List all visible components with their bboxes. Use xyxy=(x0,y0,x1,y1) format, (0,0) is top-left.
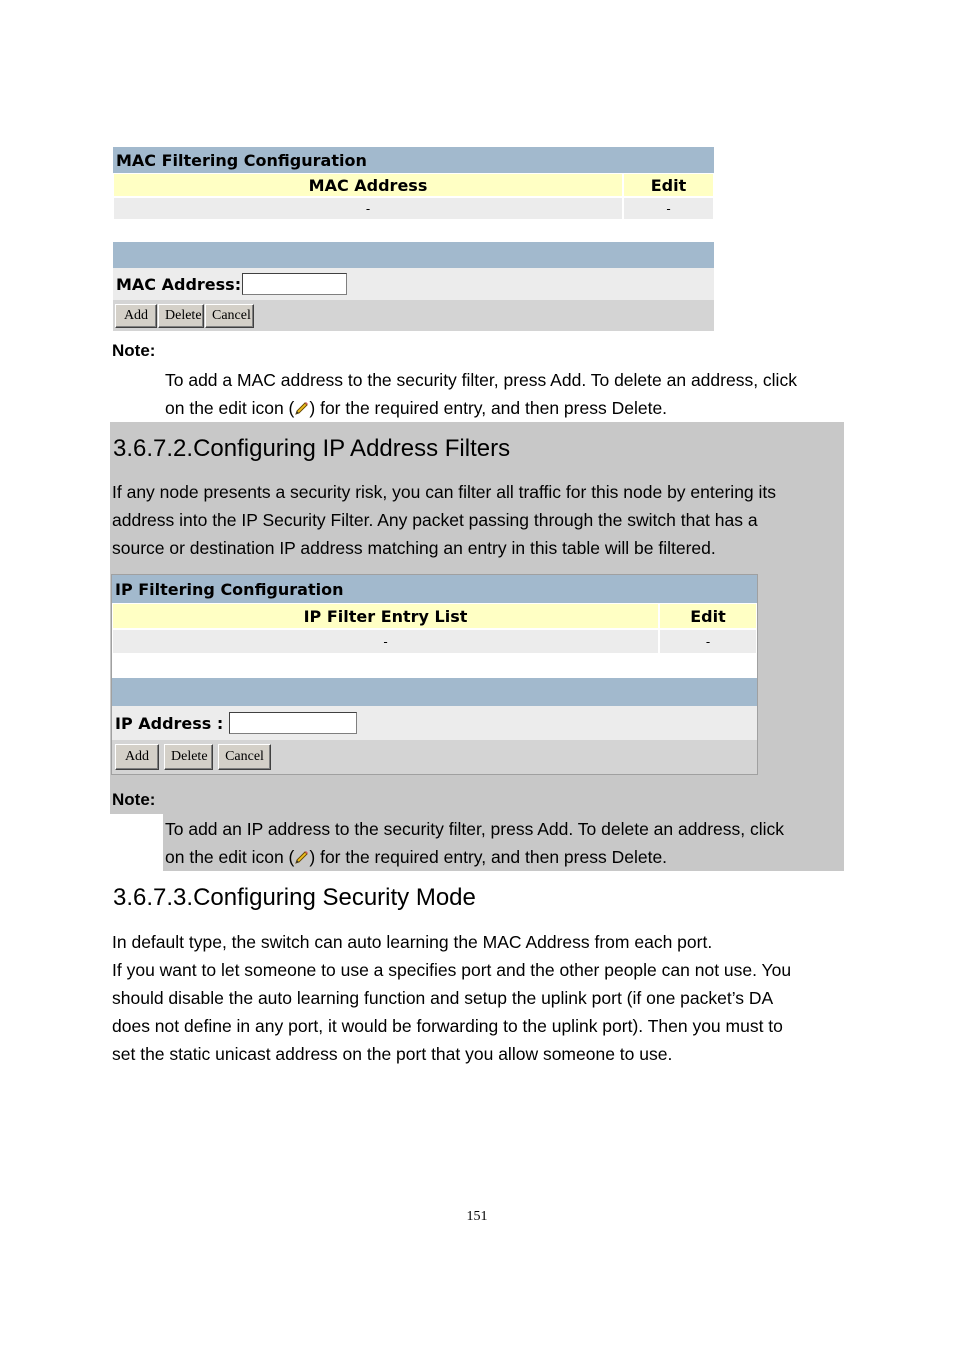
paragraph-line: address into the IP Security Filter. Any packet passing through the switch that has a xyxy=(112,510,758,530)
mac-button-row xyxy=(113,300,714,331)
note-text-before-icon: on the edit icon ( xyxy=(165,398,295,418)
form-header-band xyxy=(113,242,714,268)
pencil-icon xyxy=(294,396,309,411)
delete-button[interactable]: Delete xyxy=(164,744,213,770)
note-label: Note: xyxy=(112,341,156,360)
spacer xyxy=(113,220,714,242)
security-section-paragraph xyxy=(112,928,791,1068)
mac-address-label: MAC Address: xyxy=(116,274,242,294)
form-header-band xyxy=(112,678,757,706)
cancel-button[interactable]: Cancel xyxy=(218,744,271,770)
mac-address-row xyxy=(113,268,714,300)
edit-cell[interactable]: - xyxy=(659,629,757,654)
section-heading-ip-filters: 3.6.7.2.Configuring IP Address Filters xyxy=(113,435,511,462)
note-text-line1: To add an IP address to the security filter, press Add. To delete an address, click xyxy=(165,819,785,839)
mac-address-cell: - xyxy=(113,197,623,220)
note-label: Note: xyxy=(112,790,156,809)
ip-filter-title: IP Filtering Configuration xyxy=(112,575,757,603)
ip-entry-cell: - xyxy=(112,629,659,654)
section-heading-security-mode: 3.6.7.3.Configuring Security Mode xyxy=(113,884,476,911)
paragraph-line: In default type, the switch can auto learning the MAC Address from each port. xyxy=(112,932,713,952)
edit-cell[interactable]: - xyxy=(623,197,714,220)
note-text-line2 xyxy=(165,843,667,871)
table-row xyxy=(113,197,714,220)
pencil-icon xyxy=(294,845,309,860)
paragraph-line: If you want to let someone to use a specifies port and the other people can not use. You xyxy=(112,960,792,980)
note-text-before-icon: on the edit icon ( xyxy=(165,847,295,867)
ip-filter-entry-column-header: IP Filter Entry List xyxy=(112,603,659,629)
delete-button[interactable]: Delete xyxy=(158,304,204,328)
note-text-after-icon: ) for the required entry, and then press Delete. xyxy=(309,398,668,418)
add-button[interactable]: Add xyxy=(115,744,159,770)
edit-column-header: Edit xyxy=(623,173,714,197)
add-button[interactable]: Add xyxy=(115,304,157,328)
mac-address-input[interactable] xyxy=(242,273,347,295)
mac-filter-panel xyxy=(113,147,714,331)
spacer xyxy=(112,654,757,678)
table-row xyxy=(112,629,757,654)
paragraph-line: source or destination IP address matching an entry in this table will be filtered. xyxy=(112,538,716,558)
mac-table-header xyxy=(113,173,714,197)
paragraph-line: should disable the auto learning function and setup the uplink port (if one packet’s DA xyxy=(112,988,774,1008)
mac-filter-title: MAC Filtering Configuration xyxy=(113,147,714,173)
ip-filter-panel xyxy=(111,574,758,775)
cancel-button[interactable]: Cancel xyxy=(205,304,254,328)
page-number: 151 xyxy=(466,1209,488,1224)
note-text-line2 xyxy=(165,394,667,422)
edit-column-header: Edit xyxy=(659,603,757,629)
ip-table-header xyxy=(112,603,757,629)
note-text-after-icon: ) for the required entry, and then press Delete. xyxy=(309,847,668,867)
ip-address-input[interactable] xyxy=(229,712,357,734)
paragraph-line: set the static unicast address on the port that you allow someone to use. xyxy=(112,1044,673,1064)
ip-section-paragraph xyxy=(112,478,776,562)
ip-button-row xyxy=(112,740,757,774)
note-text-line1: To add a MAC address to the security filter, press Add. To delete an address, click xyxy=(165,370,797,390)
ip-address-label: IP Address : xyxy=(115,713,224,733)
mac-address-column-header: MAC Address xyxy=(113,173,623,197)
ip-address-row xyxy=(112,706,757,740)
paragraph-line: If any node presents a security risk, you can filter all traffic for this node by entering its xyxy=(112,482,777,502)
paragraph-line: does not define in any port, it would be forwarding to the uplink port). Then you must to xyxy=(112,1016,783,1036)
